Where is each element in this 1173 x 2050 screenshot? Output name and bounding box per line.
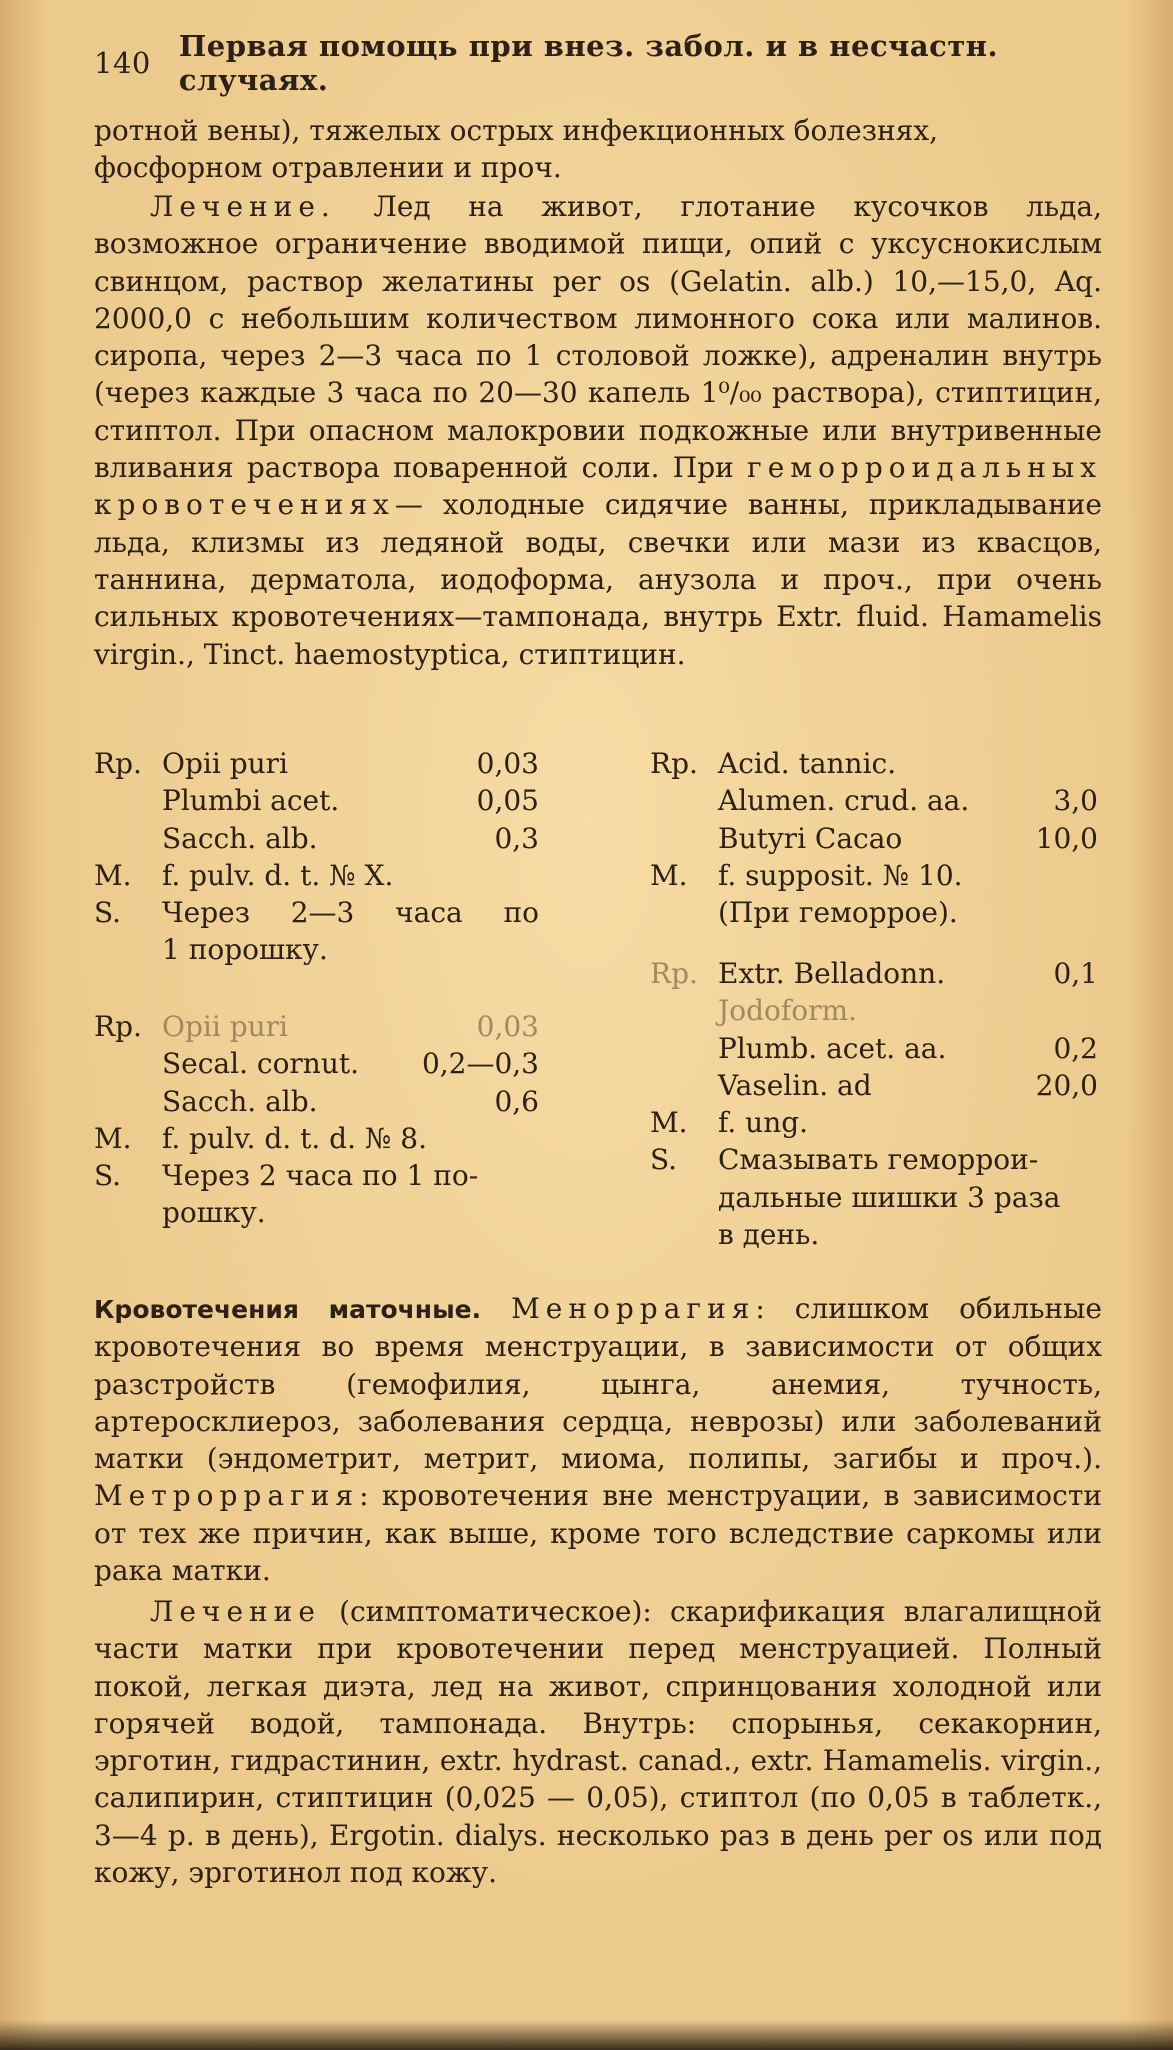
spaced-term: геморроидальных кровотечениях [94, 451, 1102, 522]
treatment-paragraph-2 [94, 1593, 1102, 1891]
page-number: 140 [94, 46, 151, 80]
rp-label: Rp. [94, 747, 142, 780]
treatment-text-1: Лечение. Лед на живот, глотание кусочков льда, возможное ограничение вводимой пищи, опий с уксуснокислым свинцом, раствор желатины per os (Gelatin. alb.) 10,—15,0, Aq. 2000,0 с небольшим количеством лимонного сока или малинов. сиропа, через 2—3 часа по 1 столовой ложке), адреналин внутрь (через каждые 3 часа по 20—30 капель 1⁰/₀₀ раствора), стиптицин, стиптол. При опасном малокровии подкожные или внутривенные вливания раствора поваренной соли. При геморроидальных кровотечениях— холодные сидячие ванны, прикладывание льда, клизмы из ледяной воды, свечки или мази из квасцов, таннина, дерматола, иодоформа, анузола и проч., при очень сильных кровотечениях—тампонада, внутрь Extr. fluid. Hamamelis virgin., Tinct. haemostyptica, стиптицин. [94, 190, 1102, 671]
spaced-term: Меноррагия [511, 1292, 756, 1325]
intro-line: ротной вены), тяжелых острых инфекционных болезнях, [94, 114, 939, 147]
prescription-right-2: Rp. Extr. Belladonn. 0,1 Jodoform. Plumb. acet. aa. 0,2 Vaselin. ad 20,0 M. f. ung. S. Смазывать геморрои- дальные шишки 3 раза в день. [650, 957, 1098, 1252]
page-bottom-shadow [0, 2020, 1173, 2050]
treatment-label: Лечение [150, 1595, 321, 1628]
prescription-right-1: Rp. Acid. tannic. Alumen. crud. aa. 3,0 Butyri Cacao 10,0 M. f. supposit. № 10. (При геморрое). [650, 747, 1098, 930]
section-heading: Кровотечения маточные. [94, 1295, 482, 1324]
uterine-bleeding-paragraph [94, 1290, 1102, 1589]
rp-label: Rp. [94, 1010, 142, 1043]
uterine-text: Кровотечения маточные. Меноррагия: слишком обильные кровотечения во время менструации, в зависимости от общих разстройств (гемофилия, цынга, анемия, тучность, артеросклиероз, заболевания сердца, неврозы) или заболеваний матки (эндометрит, метрит, миома, полипы, загибы и проч.). Метроррагия: кровотечения вне менструации, в зависимости от тех же причин, как выше, кроме того вследствие саркомы или рака матки. [94, 1292, 1102, 1588]
intro-paragraph [94, 112, 1102, 187]
intro-line: фосфорном отравлении и проч. [94, 151, 562, 185]
running-title: Первая помощь при внез. забол. и в несчастн. случаях. [178, 29, 999, 97]
treatment-label: Лечение. [150, 190, 336, 223]
treatment-text-2: Лечение (симптоматическое): скарификация влагалищной части матки при кровотечении перед менструацией. Полный покой, легкая диэта, лед на живот, спринцования холодной или горячей водой, тампонада. Внутрь: спорынья, секакорнин, эрготин, гидрастинин, extr. hydrast. canad., extr. Hamamelis. virgin., салипирин, стиптицин (0,025 — 0,05), стиптол (по 0,05 в таблетк., 3—4 р. в день), Ergotin. dialys. несколько раз в день per os или под кожу, эрготинол под кожу. [94, 1595, 1102, 1890]
rp-label: Rp. [650, 957, 698, 990]
rp-label: Rp. [650, 747, 698, 780]
prescription-left-2: Rp. Opii puri 0,03 Secal. cornut. 0,2—0,3 Sacch. alb. 0,6 M. f. pulv. d. t. d. № 8. S. Через 2 часа по 1 по- рошку. [94, 1010, 539, 1230]
spaced-term: Метроррагия [94, 1479, 360, 1513]
prescription-left-1: Rp. Opii puri 0,03 Plumbi acet. 0,05 Sacch. alb. 0,3 M. f. pulv. d. t. № X. S. Через 2—3 часа по 1 порошку. [94, 747, 539, 967]
page-header [94, 29, 1094, 97]
treatment-paragraph-1 [94, 188, 1102, 673]
